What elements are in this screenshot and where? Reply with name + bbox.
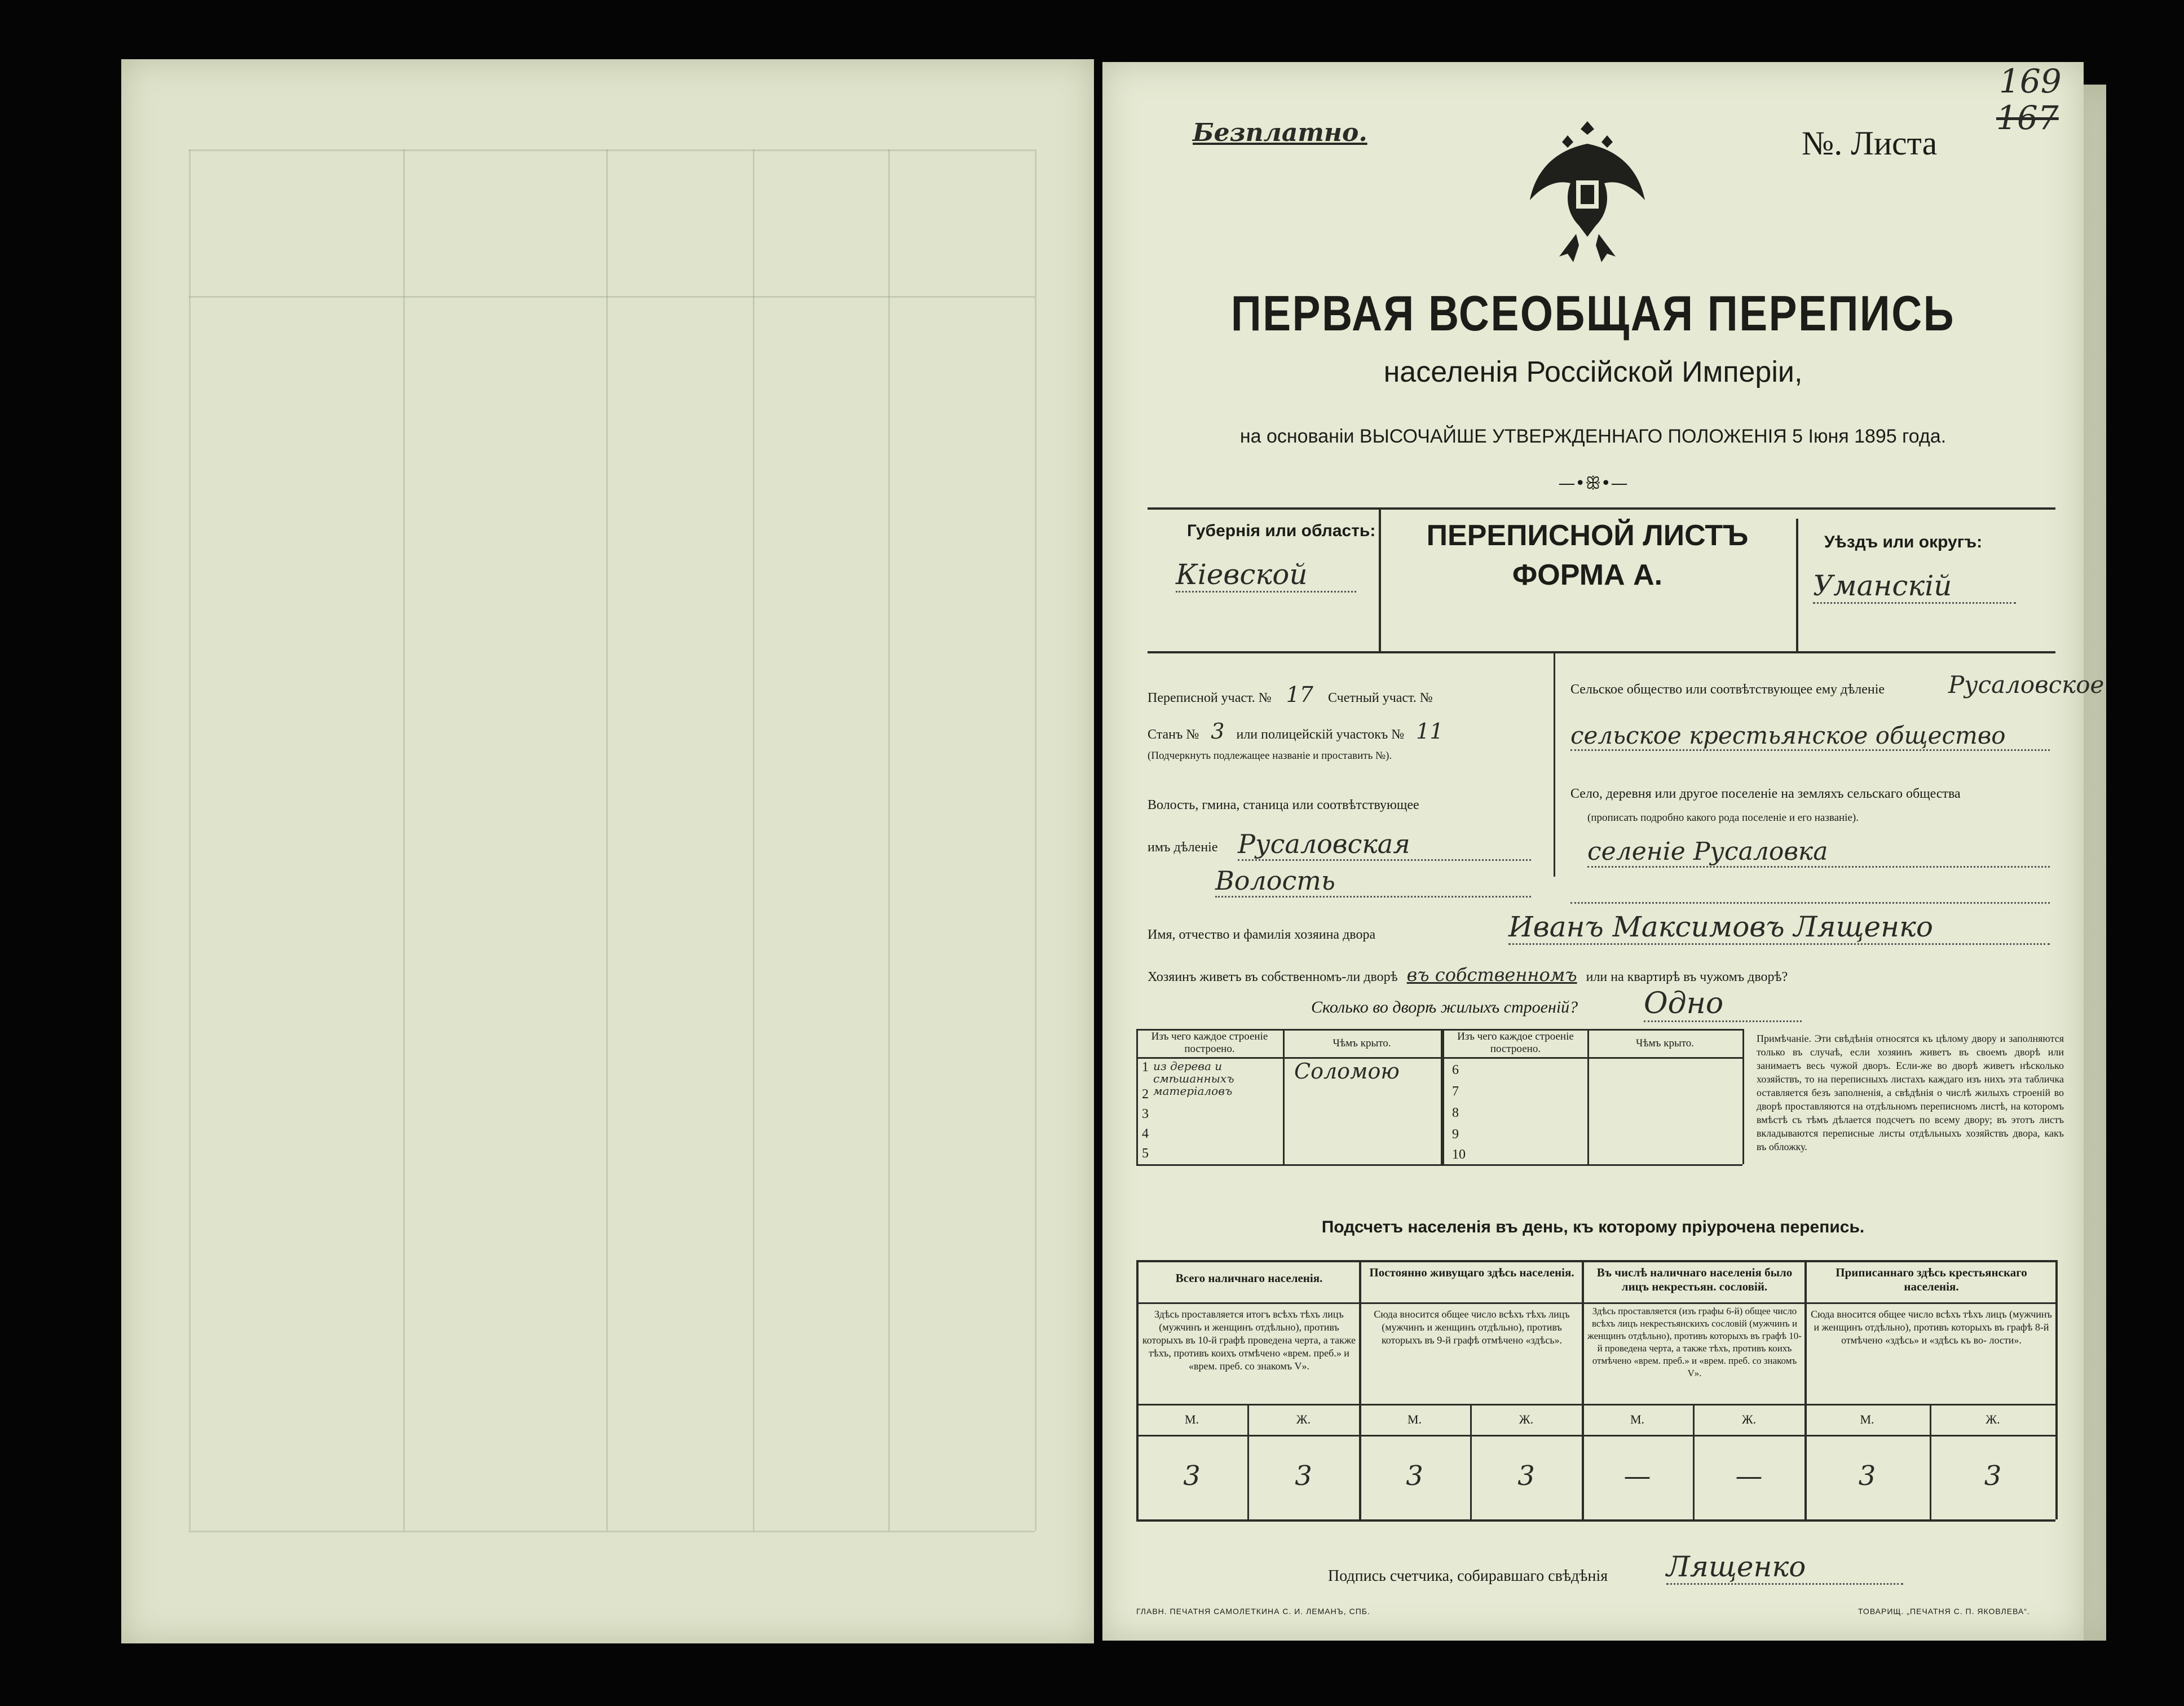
count-col-4-f-value: 3 [1984, 1460, 2002, 1492]
row-num-6: 6 [1452, 1063, 1459, 1077]
row-num-8: 8 [1452, 1106, 1459, 1120]
col-roof-header-2: Чѣмъ крыто. [1635, 1037, 1695, 1049]
count-col-1-f-value: 3 [1295, 1460, 1312, 1492]
title-ornament: —•ꕥ•— [1558, 474, 1628, 493]
row-num-1: 1 [1142, 1060, 1149, 1075]
col-roof-header: Чѣмъ крыто. [1333, 1037, 1391, 1049]
police-label: или полицейскій участокъ № [1236, 727, 1405, 742]
count-col-2-desc: Сюда вносится общее число всѣхъ тѣхъ лицъ (мужчинъ и женщинъ отдѣльно), противъ которыхъ въ 9-й графѣ отмѣчено «здѣсь». [1374, 1309, 1570, 1346]
count-col-1-f-label: Ж. [1296, 1412, 1311, 1426]
form-title-2: ФОРМА А. [1512, 559, 1663, 591]
signature-value: Лященко [1666, 1550, 1903, 1585]
row-roof-1: Соломою [1294, 1059, 1400, 1084]
count-col-3-desc: Здѣсь проставляется (изъ графы 6-й) общее число всѣхъ лицъ некрестьянскихъ сословій (мужчинъ и женщинъ отдѣльно), противъ которыхъ въ графѣ 10-й проведена черта, а также тѣхъ, противъ коихъ отмѣчено «врем. преб.» и «врем. преб. со знакомъ V». [1587, 1306, 1802, 1378]
count-col-3-f-label: Ж. [1741, 1412, 1757, 1426]
form-subtitle: населенія Россійской Имперіи, [1383, 356, 1803, 388]
buildings-value: Одно [1644, 987, 1802, 1022]
row-material-1: из дерева и смѣшанныхъ матеріаловъ [1153, 1059, 1234, 1098]
count-col-2-header: Постоянно живущаго здѣсь населенія. [1369, 1266, 1574, 1279]
gubernia-value: Кіевской [1176, 558, 1356, 593]
count-col-3-m-value: — [1623, 1460, 1651, 1492]
count-col-4-header: Приписаннаго здѣсь крестьянскаго населенія. [1836, 1266, 2027, 1293]
owner-name-label: Имя, отчество и фамилія хозяина двора [1148, 927, 1376, 942]
volost-label-2: имъ дѣленіе [1148, 840, 1218, 855]
gubernia-label: Губернія или область: [1187, 521, 1376, 540]
ghost-line [189, 296, 1035, 298]
signature-label: Подпись счетчика, собиравшаго свѣдѣнія [1328, 1567, 1608, 1585]
volost-value-2: Волость [1215, 865, 1531, 898]
left-imprint: ГЛАВН. ПЕЧАТНЯ САМОЛЕТКИНА С. И. ЛЕМАНЪ, СПБ. [1136, 1607, 1370, 1616]
count-col-1-header: Всего наличнаго населенія. [1175, 1271, 1323, 1285]
count-col-3-header: Въ числѣ наличнаго населенія было лицъ некрестьян. сословій. [1596, 1266, 1793, 1293]
count-title: Подсчетъ населенія въ день, къ которому пріурочена перепись. [1321, 1218, 1865, 1236]
count-col-1-desc: Здѣсь проставляется итогъ всѣхъ тѣхъ лицъ (мужчинъ и женщинъ отдѣльно), противъ которыхъ въ 10-й графѣ проведена черта, а также тѣхъ, противъ коихъ отмѣчено «врем. преб.» и «врем. преб. со знакомъ V». [1142, 1309, 1356, 1372]
row-num-4: 4 [1142, 1126, 1149, 1141]
volost-label-1: Волость, гмина, станица или соотвѣтствующее [1148, 798, 1419, 812]
buildings-label: Сколько во дворѣ жилыхъ строеній? [1311, 998, 1578, 1016]
form-basis: на основаніи ВЫСОЧАЙШЕ УТВЕРЖДЕННАГО ПОЛОЖЕНІЯ 5 Іюня 1895 года. [1239, 426, 1947, 447]
count-col-2-m-value: 3 [1406, 1460, 1423, 1492]
ghost-line [606, 149, 608, 1531]
society-value-1: Русаловское [1948, 671, 2104, 699]
volost-value-1: Русаловская [1238, 829, 1531, 861]
col-material-header-2: Изъ чего каждое строеніе построено. [1457, 1031, 1574, 1055]
row-num-10: 10 [1452, 1147, 1466, 1162]
uezd-value: Уманскій [1813, 569, 2016, 604]
owner-lives-label-1: Хозяинъ живетъ въ собственномъ-ли дворѣ [1148, 970, 1398, 984]
row-num-3: 3 [1142, 1107, 1149, 1121]
ghost-line [189, 149, 1035, 151]
page-edge [2084, 85, 2106, 1641]
underline-note: (Подчеркнуть подлежащее названіе и проставить №). [1148, 750, 1392, 762]
count-col-4-m-value: 3 [1858, 1460, 1876, 1492]
owner-lives-label-2: или на квартирѣ въ чужомъ дворѣ? [1586, 970, 1788, 984]
archive-number-top: 169 [1999, 62, 2062, 100]
stan-value: 3 [1211, 719, 1225, 744]
archive-number-bottom: 167 [1996, 99, 2059, 137]
stan-label: Станъ № [1148, 727, 1199, 742]
row-num-9: 9 [1452, 1127, 1459, 1142]
police-value: 11 [1416, 719, 1444, 744]
count-col-1-m-label: М. [1184, 1412, 1199, 1426]
uezd-label: Уѣздъ или округъ: [1824, 533, 1983, 551]
ghost-line [753, 149, 755, 1531]
ghost-line [888, 149, 890, 1531]
row-num-5: 5 [1142, 1146, 1149, 1161]
right-imprint: ТОВАРИЩ. „ПЕЧАТНЯ С. П. ЯКОВЛЕВА“. [1858, 1607, 2030, 1616]
free-label: Безплатно. [1193, 118, 1367, 147]
society-value-2: сельское крестьянское общество [1570, 722, 2050, 751]
village-value: селеніе Русаловка [1587, 837, 2050, 868]
col-material-header: Изъ чего каждое строеніе построено. [1151, 1031, 1268, 1055]
count-col-3-m-label: М. [1630, 1412, 1645, 1426]
count-col-3-f-value: — [1735, 1460, 1763, 1492]
census-district-value: 17 [1286, 682, 1313, 707]
buildings-note: Примѣчаніе. Эти свѣдѣнія относятся къ цѣлому двору и заполняются только въ случаѣ, если хозяинъ живетъ въ своемъ дворѣ или занимаетъ весь чужой дворъ. Если-же во дворѣ живетъ нѣсколько хозяйствъ, то на переписныхъ листахъ каждаго изъ нихъ эта табличка оставляется безъ заполненія, а свѣдѣнія о числѣ жилыхъ строеній во дворѣ проставляются на отдѣльномъ переписномъ листѣ, на которомъ вмѣстѣ съ тѣмъ дѣлается подсчетъ по всему двору; въ этотъ листъ вкладываются переписные листы отдѣльныхъ хозяйствъ двора, какъ въ обложку. [1757, 1033, 2064, 1152]
census-form-page [1102, 62, 2104, 1641]
left-page-blank [121, 59, 1094, 1643]
village-note: (прописать подробно какого рода поселеніе и его названіе). [1587, 812, 1859, 824]
census-district-label: Переписной участ. № [1148, 691, 1272, 705]
ghost-line [403, 149, 405, 1531]
owner-lives-value: въ собственномъ [1406, 964, 1577, 985]
counting-district-label: Счетный участ. № [1327, 691, 1433, 705]
sheet-number-label: №. Листа [1802, 125, 1938, 162]
count-col-1-m-value: 3 [1183, 1460, 1201, 1492]
count-col-4-desc: Сюда вносится общее число всѣхъ тѣхъ лицъ (мужчинъ и женщинъ отдѣльно), противъ которыхъ въ графѣ 8-й отмѣчено «здѣсь» и «здѣсь къ во- лости». [1811, 1309, 2052, 1346]
count-col-2-m-label: М. [1407, 1412, 1422, 1426]
row-num-2: 2 [1142, 1087, 1149, 1102]
row-num-7: 7 [1452, 1084, 1459, 1099]
society-label: Сельское общество или соотвѣтствующее ему дѣленіе [1570, 682, 1885, 697]
count-col-4-f-label: Ж. [1986, 1412, 2000, 1426]
owner-name-value: Иванъ Максимовъ Лященко [1508, 911, 2050, 945]
count-col-2-f-value: 3 [1517, 1460, 1535, 1492]
count-col-4-m-label: М. [1860, 1412, 1874, 1426]
ghost-line [1035, 149, 1036, 1531]
ghost-line [189, 1531, 1035, 1532]
village-label: Село, деревня или другое поселеніе на земляхъ сельскаго общества [1570, 786, 1961, 801]
count-col-2-f-label: Ж. [1519, 1412, 1534, 1426]
form-main-title: ПЕРВАЯ ВСЕОБЩАЯ ПЕРЕПИСЬ [1230, 285, 1956, 341]
form-title-1: ПЕРЕПИСНОЙ ЛИСТЪ [1426, 519, 1749, 552]
ghost-line [189, 149, 191, 1531]
imperial-eagle-emblem [1520, 116, 1655, 268]
